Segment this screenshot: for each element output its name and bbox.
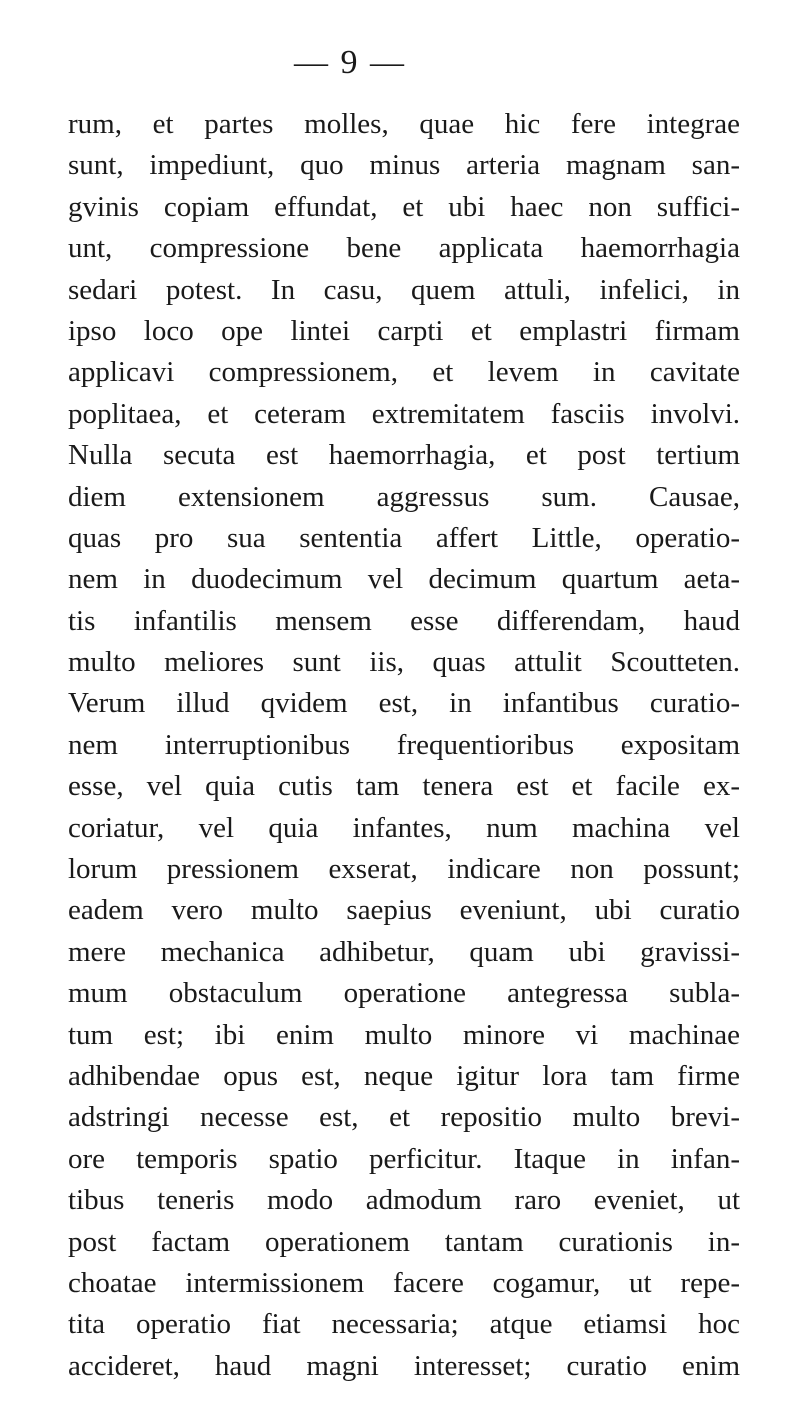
text-line: Nulla secuta est haemorrhagia, et post tertium: [68, 439, 740, 472]
text-line: sedari potest. In casu, quem attuli, infelici, in: [68, 273, 740, 306]
text-line: ipso loco ope lintei carpti et emplastri firmam: [68, 314, 740, 347]
text-line: tita operatio fiat necessaria; atque etiamsi hoc: [68, 1308, 740, 1341]
text-line: tis infantilis mensem esse differendam, haud: [68, 604, 740, 637]
text-line: accideret, haud magni interesset; curatio enim: [68, 1349, 740, 1382]
text-line: adhibendae opus est, neque igitur lora tam firme: [68, 1059, 740, 1092]
text-line: rum, et partes molles, quae hic fere integrae: [68, 108, 740, 140]
text-line: tibus teneris modo admodum raro eveniet, ut: [68, 1184, 740, 1217]
page-number: — 9 —: [294, 44, 406, 81]
text-line: unt, compressione bene applicata haemorrhagia: [68, 232, 740, 265]
text-line: mere mechanica adhibetur, quam ubi gravissi-: [68, 935, 740, 968]
text-line: choatae intermissionem facere cogamur, ut repe-: [68, 1266, 740, 1299]
text-line: mum obstaculum operatione antegressa subla-: [68, 977, 740, 1010]
text-line: esse, vel quia cutis tam tenera est et facile ex-: [68, 770, 740, 803]
text-line: nem interruptionibus frequentioribus expositam: [68, 728, 740, 761]
text-line: lorum pressionem exserat, indicare non possunt;: [68, 853, 740, 886]
text-line: adstringi necesse est, et repositio multo brevi-: [68, 1101, 740, 1134]
text-line: nem in duodecimum vel decimum quartum aeta-: [68, 563, 740, 596]
text-line: multo meliores sunt iis, quas attulit Scoutteten.: [68, 646, 740, 679]
text-line: ore temporis spatio perficitur. Itaque in infan-: [68, 1142, 740, 1175]
text-line: sunt, impediunt, quo minus arteria magnam san-: [68, 149, 740, 182]
body-text: [68, 104, 740, 1387]
text-line: Verum illud qvidem est, in infantibus curatio-: [68, 687, 740, 720]
text-line: post factam operationem tantam curationis in-: [68, 1225, 740, 1258]
text-line: quas pro sua sententia affert Little, operatio-: [68, 521, 740, 554]
text-line: tum est; ibi enim multo minore vi machinae: [68, 1018, 740, 1051]
text-line: coriatur, vel quia infantes, num machina vel: [68, 811, 740, 844]
text-line: eadem vero multo saepius eveniunt, ubi curatio: [68, 894, 740, 927]
text-line: gvinis copiam effundat, et ubi haec non suffici-: [68, 190, 740, 223]
text-line: applicavi compressionem, et levem in cavitate: [68, 356, 740, 389]
text-line: diem extensionem aggressus sum. Causae,: [68, 480, 740, 513]
text-line: poplitaea, et ceteram extremitatem fasciis involvi.: [68, 397, 740, 430]
